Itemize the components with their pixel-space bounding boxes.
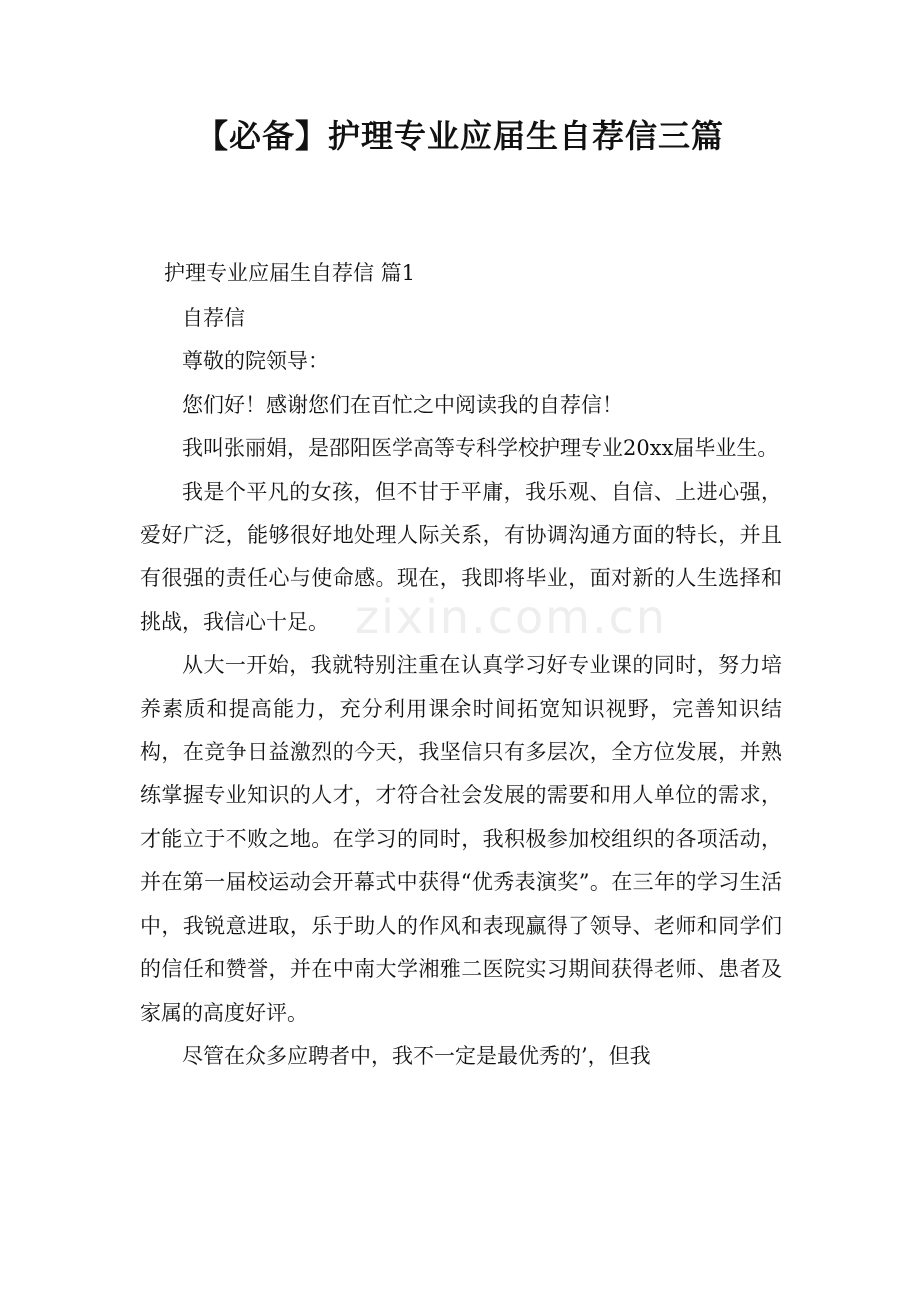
closing-paragraph-start: 尽管在众多应聘者中，我不一定是最优秀的’，但我	[182, 1043, 651, 1068]
document-body	[140, 297, 782, 1078]
intro-paragraph: 我叫张丽娟，是邵阳医学高等专科学校护理专业20xx届毕业生。	[182, 436, 779, 461]
greeting-paragraph: 您们好！感谢您们在百忙之中阅读我的自荐信！	[182, 392, 623, 417]
section-heading: 护理专业应届生自荐信 篇1	[164, 261, 416, 285]
personality-paragraph: 我是个平凡的女孩，但不甘于平庸，我乐观、自信、上进心强，爱好广泛，能够很好地处理人际关系，有协调沟通方面的特长，并且有很强的责任心与使命感。现在，我即将毕业，面对新的人生选择和挑战，我信心十足。	[140, 479, 782, 634]
document-title: 【必备】护理专业应届生自荐信三篇	[195, 117, 724, 155]
letter-heading: 自荐信	[182, 306, 245, 330]
watermark: zixin.com.cn	[355, 590, 668, 644]
salutation: 尊敬的院领导：	[182, 349, 329, 374]
study-paragraph: 从大一开始，我就特别注重在认真学习好专业课的同时，努力培养素质和提高能力，充分利用课余时间拓宽知识视野，完善知识结构，在竞争日益激烈的今天，我坚信只有多层次，全方位发展，并熟练掌握专业知识的人才，才符合社会发展的需要和用人单位的需求，才能立于不败之地。在学习的同时，我积极参加校组织的各项活动，并在第一届校运动会开幕式中获得“优秀表演奖”。在三年的学习生活中，我锐意进取，乐于助人的作风和表现赢得了领导、老师和同学们的信任和赞誉，并在中南大学湘雅二医院实习期间获得老师、患者及家属的高度好评。	[140, 653, 782, 1025]
